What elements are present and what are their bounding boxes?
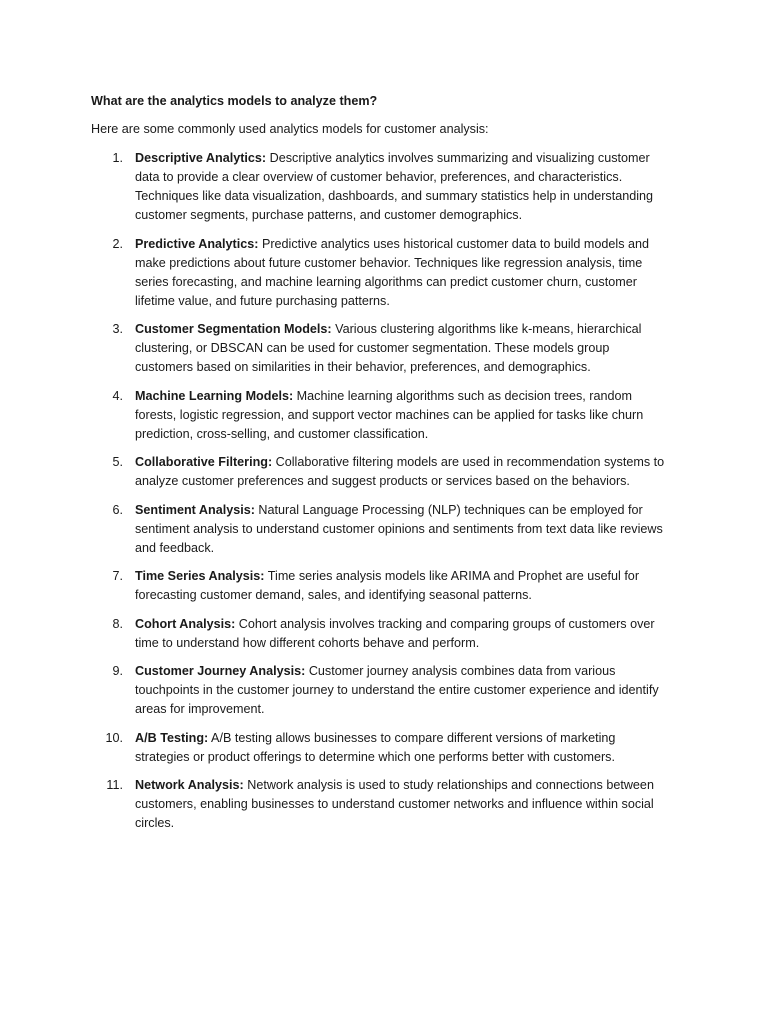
list-item-text: Descriptive analytics involves summarizing and visualizing customer data to provide a clear overview of customer behavior, preferences, and characteristics. Techniques like data visualization, dashboards, and summary statistics help in understanding customer segments, purchase patterns, and customer demographics. [135,151,654,222]
list-item-text: Machine learning algorithms such as decision trees, random forests, logistic regression, and support vector machines can be applied for tasks like churn prediction, cross-selling, and customer classification. [135,388,644,441]
list-item-title: Customer Journey Analysis: [135,664,306,678]
list-item [91,453,670,491]
analytics-models-list [91,149,670,833]
list-item-title: Predictive Analytics: [135,236,259,251]
list-item-title: Machine Learning Models: [135,388,294,403]
list-item-number: 9. [112,664,123,678]
list-item [91,662,670,719]
list-item-title: Descriptive Analytics: [135,151,267,165]
list-item [91,501,670,558]
list-item [91,387,670,444]
list-item-title: Collaborative Filtering: [135,455,273,469]
list-item-text: Network analysis is used to study relationships and connections between customers, enabling businesses to understand customer networks and influence within social circles. [135,778,654,830]
list-item-number: 11. [106,778,123,792]
list-item [91,320,670,377]
list-item-text: A/B testing allows businesses to compare different versions of marketing strategies or product offerings to determine which one performs better with customers. [135,730,616,764]
list-item-number: 3. [112,322,123,336]
list-item-text: Collaborative filtering models are used in recommendation systems to analyze customer preferences and suggest products or services based on the behaviors. [135,455,665,488]
list-item [91,615,670,653]
document-heading: What are the analytics models to analyze them? [91,94,378,108]
list-item [91,776,670,833]
list-item-number: 2. [112,236,123,251]
list-item [91,235,670,311]
list-item [91,567,670,605]
list-item-text: Customer journey analysis combines data from various touchpoints in the customer journey to understand the entire customer experience and identify areas for improvement. [135,664,659,716]
list-item [91,149,670,225]
intro-paragraph: Here are some commonly used analytics models for customer analysis: [91,122,489,136]
list-item-text: Cohort analysis involves tracking and comparing groups of customers over time to understand how different cohorts behave and perform. [135,616,655,650]
list-item [91,729,670,767]
list-item-number: 10. [105,730,123,745]
list-item-title: Network Analysis: [135,778,244,792]
list-item-number: 8. [112,616,123,631]
list-item-title: Cohort Analysis: [135,616,236,631]
list-item-title: Sentiment Analysis: [135,502,255,517]
list-item-text: Various clustering algorithms like k-means, hierarchical clustering, or DBSCAN can be used for customer segmentation. These models group customers based on similarities in their behavior, preferences, and demographics. [135,322,642,374]
list-item-number: 6. [112,502,123,517]
list-item-number: 5. [112,455,123,469]
list-item-number: 1. [112,151,123,165]
list-item-title: A/B Testing: [135,730,209,745]
list-item-title: Customer Segmentation Models: [135,322,332,336]
list-item-text: Natural Language Processing (NLP) techniques can be employed for sentiment analysis to understand customer opinions and sentiments from text data like reviews and feedback. [135,502,663,555]
list-item-number: 4. [112,388,123,403]
list-item-text: Time series analysis models like ARIMA and Prophet are useful for forecasting customer demand, sales, and identifying seasonal patterns. [135,569,640,602]
list-item-title: Time Series Analysis: [135,569,265,583]
list-item-text: Predictive analytics uses historical customer data to build models and make predictions about future customer behavior. Techniques like regression analysis, time series forecasting, and machine learning algorithms can predict customer churn, customer lifetime value, and future purchasing patterns. [135,236,650,308]
list-item-number: 7. [112,569,123,583]
